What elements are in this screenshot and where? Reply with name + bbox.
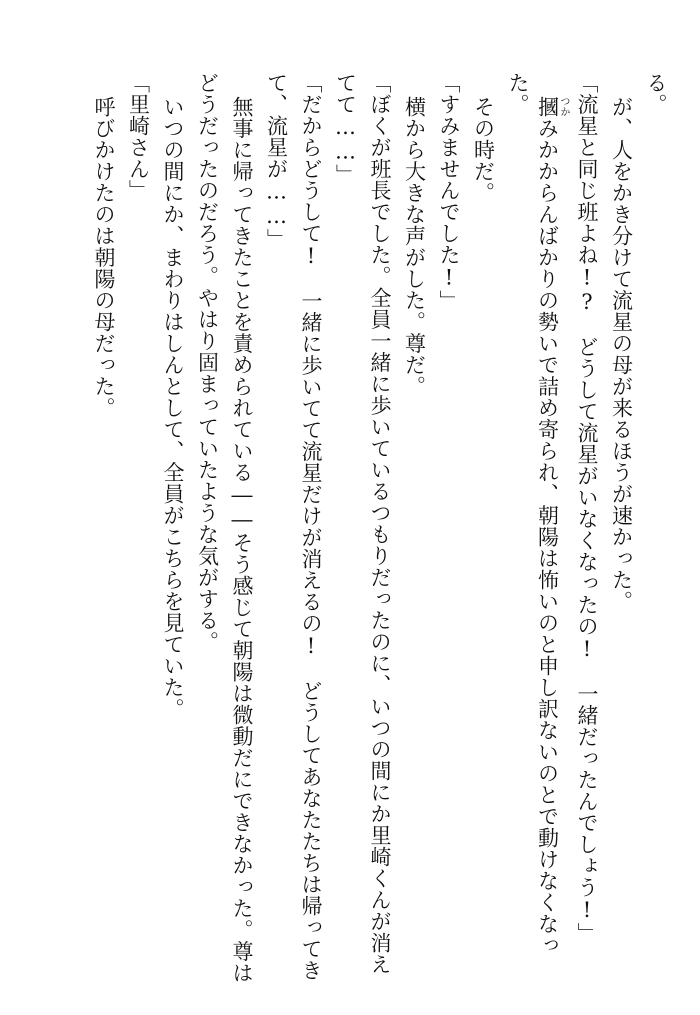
column-text: が、人をかき分けて流星の母が来るほうが速かった。 [609, 96, 634, 612]
text-column [571, 72, 603, 992]
text-column [399, 72, 431, 992]
column-text: その時だ。 [471, 96, 496, 204]
text-column [537, 72, 569, 992]
ruby-reading: つか [558, 96, 569, 118]
column-text: てて……」 [333, 72, 358, 186]
column-text: る。 [644, 72, 668, 115]
column-text: 呼びかけたのは朝陽の母だった。 [92, 96, 116, 419]
column-text: 「里崎さん」 [126, 72, 151, 201]
column-text: た。 [506, 72, 530, 115]
column-text: いつの間にか、まわりはしんとして、全員がこちらを見ていた。 [161, 96, 185, 720]
column-text: 「ぼくが班長でした。全員一緒に歩いているつもりだったのに、いつの間にか里崎くんが消え [368, 72, 392, 975]
text-column [330, 72, 362, 992]
column-text: どうだったのだろう。やはり固まっていたような気がする。 [195, 72, 220, 653]
text-column [606, 72, 638, 992]
ruby-annotated-kanji [535, 96, 569, 118]
text-column [468, 72, 500, 992]
text-column [261, 72, 293, 992]
column-text: 「流星と同じ班よね!? どうして流星がいなくなったの! 一緒だったんでしょう!」 [575, 72, 599, 944]
text-column [640, 72, 672, 992]
text-column [502, 72, 534, 992]
column-text: 横から大きな声がした。尊だ。 [402, 96, 427, 397]
column-text: て、流星が……」 [264, 72, 289, 250]
text-column [157, 72, 189, 992]
ruby-base: 摑 [535, 96, 560, 118]
column-text: みかからんばかりの勢いで詰め寄られ、朝陽は怖いのと申し訳ないのとで動けなくなっ [535, 117, 560, 956]
column-text: 「すみませんでした!」 [437, 72, 461, 312]
column-text: 「だからどうして! 一緒に歩いてて流星だけが消えるの! どうしてあなたたちは帰ってき [299, 72, 323, 981]
text-column [192, 72, 224, 992]
text-column [123, 72, 155, 992]
text-column [364, 72, 396, 992]
text-column [88, 72, 120, 992]
column-text: 無事に帰ってきたことを責められている――そう感じて朝陽は微動だにできなかった。尊は [230, 96, 254, 984]
text-column [226, 72, 258, 992]
text-column [295, 72, 327, 992]
text-column [433, 72, 465, 992]
